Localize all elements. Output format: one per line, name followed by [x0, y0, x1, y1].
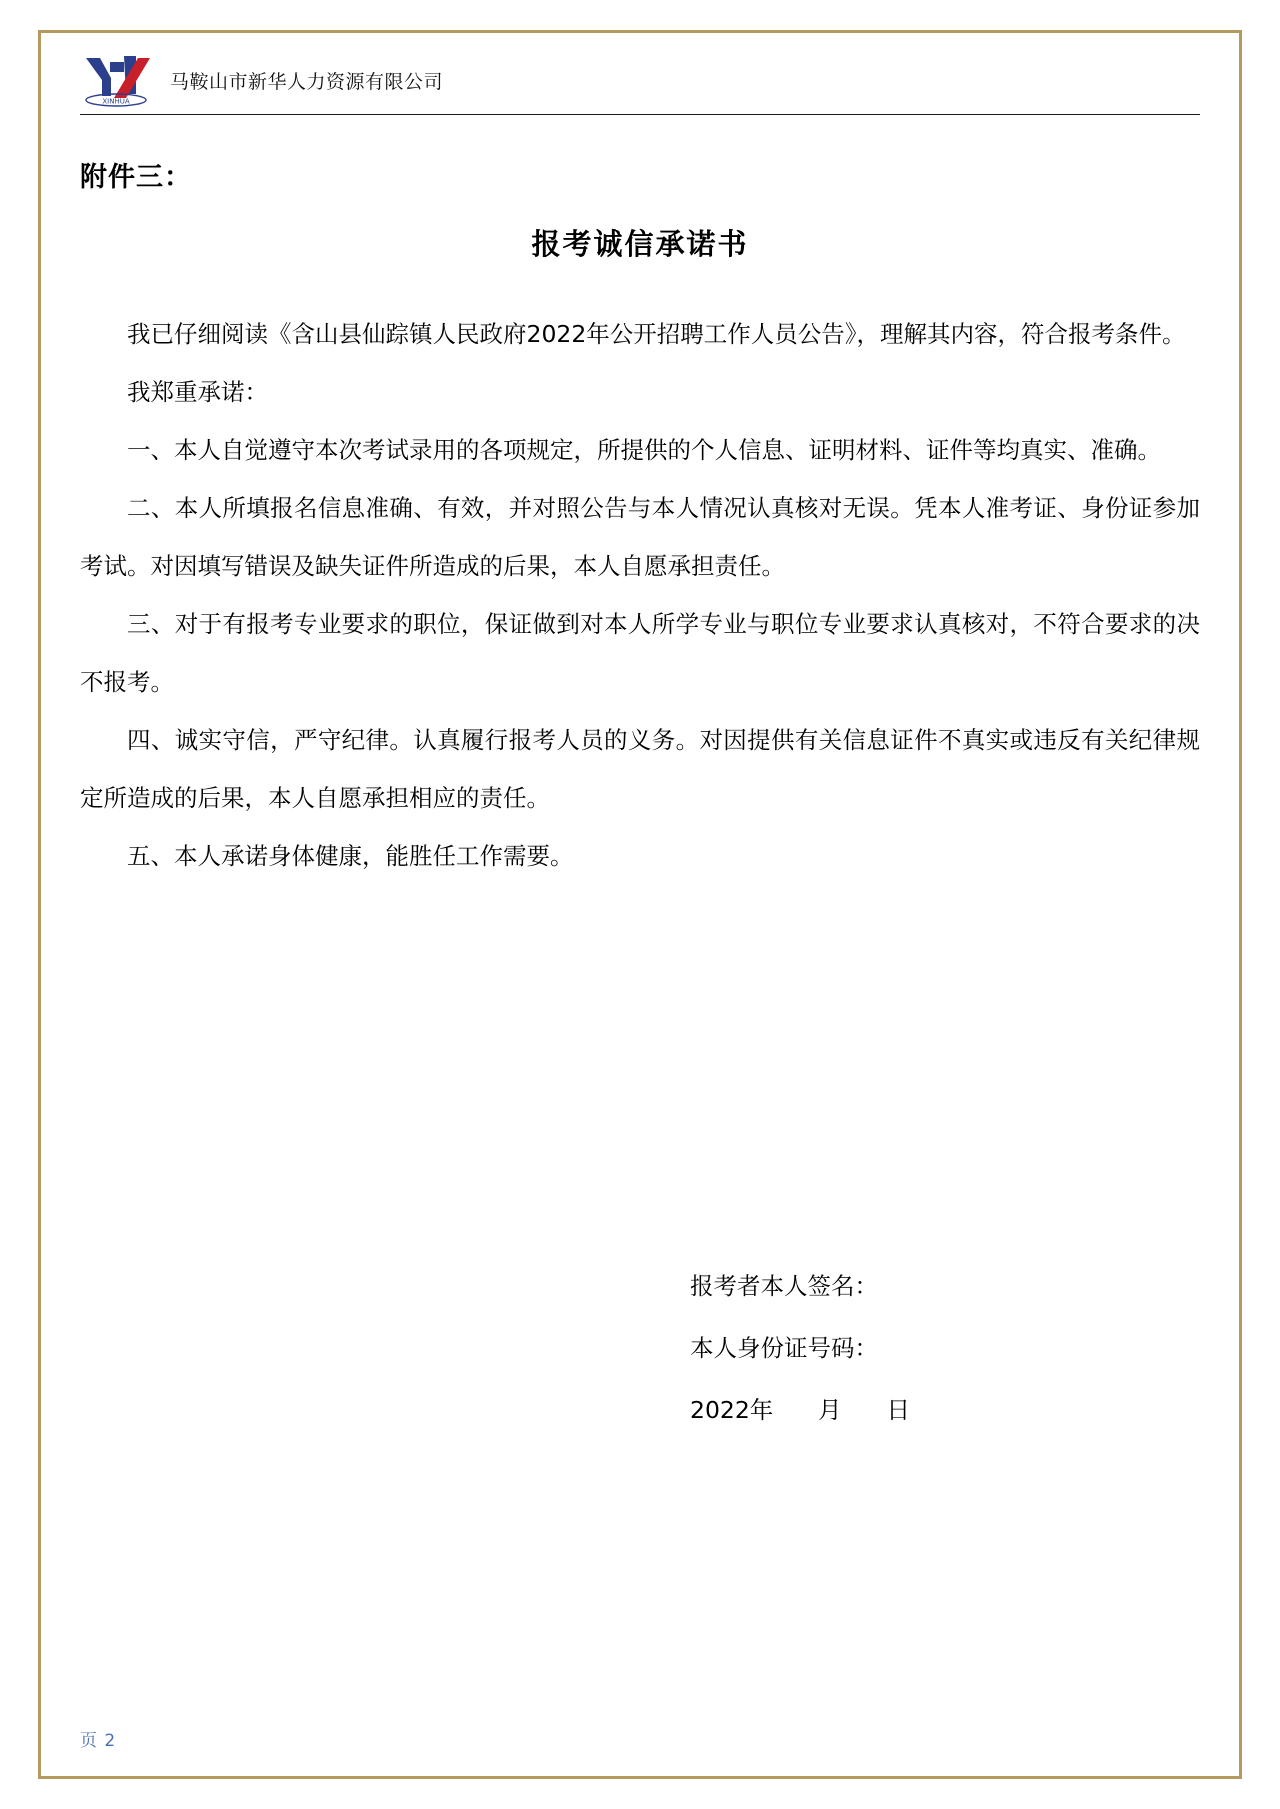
- svg-text:XINHUA: XINHUA: [102, 97, 130, 106]
- xinhua-logo-icon: [80, 52, 156, 108]
- paragraph: 二、本人所填报名信息准确、有效，并对照公告与本人情况认真核对无误。凭本人准考证、身份证参加考试。对因填写错误及缺失证件所造成的后果，本人自愿承担责任。: [80, 494, 1200, 580]
- paragraph: 三、对于有报考专业要求的职位，保证做到对本人所学专业与职位专业要求认真核对，不符合要求的决不报考。: [80, 610, 1200, 696]
- signature-id-line: 本人身份证号码：: [690, 1334, 878, 1362]
- attachment-label: 附件三：: [80, 162, 192, 193]
- company-name: 马鞍山市新华人力资源有限公司: [170, 70, 444, 93]
- paragraph: 四、诚实守信，严守纪律。认真履行报考人员的义务。对因提供有关信息证件不真实或违反有关纪律规定所造成的后果，本人自愿承担相应的责任。: [80, 726, 1200, 812]
- signature-date-line: 2022年 月 日: [690, 1396, 910, 1424]
- signature-block: [690, 1255, 910, 1441]
- paragraph: 我郑重承诺：: [127, 378, 268, 406]
- body-text: [80, 305, 1200, 885]
- paragraph: 我已仔细阅读《含山县仙踪镇人民政府2022年公开招聘工作人员公告》，理解其内容，符合报考条件。: [127, 320, 1186, 348]
- page-footer-label: 页 2: [80, 1731, 117, 1751]
- letterhead: [80, 52, 1200, 115]
- signature-name-line: 报考者本人签名：: [690, 1272, 878, 1300]
- paragraph: 一、本人自觉遵守本次考试录用的各项规定，所提供的个人信息、证明材料、证件等均真实、准确。: [127, 436, 1161, 464]
- document-content: [80, 52, 1200, 1769]
- paragraph: 五、本人承诺身体健康，能胜任工作需要。: [127, 842, 574, 870]
- page-title: 报考诚信承诺书: [531, 227, 749, 261]
